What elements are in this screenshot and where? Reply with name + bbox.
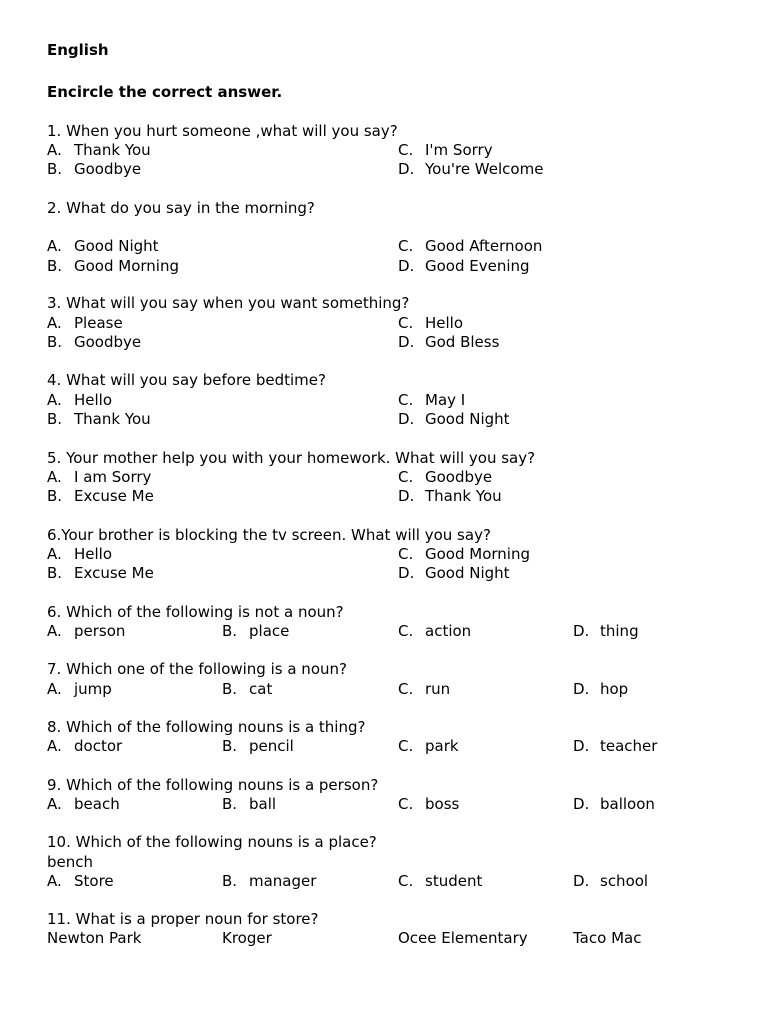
option-c[interactable]	[398, 794, 459, 814]
question-9-options-row	[0, 794, 768, 814]
option-letter: B.	[222, 872, 238, 890]
option-b[interactable]	[47, 486, 154, 506]
question-prompt-text: 2. What do you say in the morning?	[47, 199, 315, 217]
question-prompt-text: 7. Which one of the following is a noun?	[47, 660, 347, 678]
option-letter: D.	[573, 872, 590, 890]
option-letter: B.	[222, 737, 238, 755]
option-text: balloon	[600, 795, 655, 813]
option-letter: A.	[47, 314, 62, 332]
option-text: God Bless	[425, 333, 500, 351]
option-d[interactable]	[573, 679, 628, 699]
option-text: Hello	[425, 314, 464, 332]
question-6b-options-row	[0, 621, 768, 641]
option-text: boss	[425, 795, 460, 813]
option-text: cat	[249, 680, 273, 698]
option-b[interactable]	[47, 332, 141, 352]
question-prompt-text: 10. Which of the following nouns is a place?	[47, 833, 377, 851]
option-letter: C.	[398, 314, 414, 332]
option-text: May I	[425, 391, 466, 409]
option-letter: D.	[573, 680, 590, 698]
subject-text: English	[47, 41, 109, 59]
option-text: I am Sorry	[74, 468, 152, 486]
option-a[interactable]	[47, 390, 112, 410]
question-5-options-row-2	[0, 486, 768, 506]
option-letter: C.	[398, 545, 414, 563]
option-a[interactable]	[47, 236, 159, 256]
option-letter: A.	[47, 872, 62, 890]
option-c[interactable]	[398, 140, 493, 160]
option-a[interactable]	[47, 621, 125, 641]
question-10-options-row	[0, 871, 768, 891]
question-prompt-text: 3. What will you say when you want something?	[47, 294, 410, 312]
question-1-options-row-2	[0, 159, 768, 179]
option-text: action	[425, 622, 472, 640]
option-text: Good Afternoon	[425, 237, 543, 255]
option-c[interactable]	[398, 679, 450, 699]
option-text: student	[425, 872, 483, 890]
question-2-options-row-2	[0, 256, 768, 276]
option-c[interactable]	[398, 390, 465, 410]
question-10-prompt	[0, 832, 768, 852]
option-letter: D.	[398, 333, 415, 351]
option-text: Good Morning	[74, 257, 179, 275]
option-b[interactable]	[222, 871, 316, 891]
option-a[interactable]	[47, 467, 151, 487]
option-letter: D.	[573, 737, 590, 755]
option-text: Goodbye	[74, 160, 142, 178]
question-3-prompt	[0, 293, 768, 313]
option-a[interactable]	[47, 871, 114, 891]
option-letter: B.	[222, 622, 238, 640]
subject-heading	[0, 40, 768, 60]
option-text: beach	[74, 795, 120, 813]
option-d[interactable]	[398, 409, 510, 429]
question-8-options-row	[0, 736, 768, 756]
option-text: school	[600, 872, 649, 890]
question-prompt-text: 6. Which of the following is not a noun?	[47, 603, 344, 621]
option-d[interactable]	[398, 563, 510, 583]
option-text: Good Night	[425, 564, 510, 582]
option-d[interactable]	[398, 159, 543, 179]
option-b[interactable]	[222, 736, 294, 756]
option-d[interactable]	[573, 871, 648, 891]
option-letter: A.	[47, 141, 62, 159]
option-letter: B.	[47, 487, 63, 505]
option-a[interactable]	[47, 736, 122, 756]
question-11-options-row	[0, 928, 768, 948]
option-letter: C.	[398, 872, 414, 890]
option-letter: C.	[398, 468, 414, 486]
question-3-options-row-1	[0, 313, 768, 333]
option-text: place	[249, 622, 290, 640]
question-2-options-row-1	[0, 236, 768, 256]
option-text: Goodbye	[74, 333, 142, 351]
question-2-prompt	[0, 198, 768, 218]
option-ocee-elementary[interactable]: Ocee Elementary	[398, 929, 528, 947]
question-1-prompt	[0, 121, 768, 141]
question-extra-text: bench	[47, 853, 94, 871]
question-prompt-text: 5. Your mother help you with your homework. What will you say?	[47, 449, 536, 467]
option-kroger[interactable]: Kroger	[222, 929, 272, 947]
option-b[interactable]	[222, 621, 289, 641]
option-text: Thank You	[74, 141, 151, 159]
option-text: Hello	[74, 545, 113, 563]
option-text: ball	[249, 795, 277, 813]
option-text: Hello	[74, 391, 113, 409]
option-text: Good Night	[74, 237, 159, 255]
option-d[interactable]	[398, 256, 530, 276]
option-a[interactable]	[47, 794, 120, 814]
question-4-options-row-2	[0, 409, 768, 429]
option-text: Good Morning	[425, 545, 530, 563]
option-letter: B.	[47, 160, 63, 178]
option-text: Excuse Me	[74, 564, 154, 582]
option-text: manager	[249, 872, 317, 890]
option-letter: C.	[398, 141, 414, 159]
option-letter: B.	[47, 410, 63, 428]
question-prompt-text: 4. What will you say before bedtime?	[47, 371, 326, 389]
instruction-heading	[0, 82, 768, 102]
option-letter: A.	[47, 468, 62, 486]
option-text: I'm Sorry	[425, 141, 493, 159]
option-d[interactable]	[573, 794, 655, 814]
option-b[interactable]	[222, 794, 276, 814]
option-b[interactable]	[47, 409, 151, 429]
option-text: Goodbye	[425, 468, 493, 486]
option-d[interactable]	[398, 332, 499, 352]
question-6a-options-row-2	[0, 563, 768, 583]
option-text: Excuse Me	[74, 487, 154, 505]
option-letter: D.	[398, 160, 415, 178]
option-a[interactable]	[47, 679, 112, 699]
option-letter: C.	[398, 237, 414, 255]
option-text: You're Welcome	[425, 160, 544, 178]
option-letter: B.	[47, 257, 63, 275]
option-letter: B.	[47, 564, 63, 582]
option-c[interactable]	[398, 236, 542, 256]
option-text: Good Night	[425, 410, 510, 428]
question-prompt-text: 8. Which of the following nouns is a thing?	[47, 718, 366, 736]
question-8-prompt	[0, 717, 768, 737]
option-text: person	[74, 622, 126, 640]
question-11-prompt	[0, 909, 768, 929]
question-9-prompt	[0, 775, 768, 795]
option-d[interactable]	[573, 621, 639, 641]
option-text: Store	[74, 872, 114, 890]
question-10-extra	[0, 852, 768, 872]
option-letter: A.	[47, 680, 62, 698]
question-4-options-row-1	[0, 390, 768, 410]
option-text: pencil	[249, 737, 294, 755]
option-letter: C.	[398, 737, 414, 755]
question-6a-prompt	[0, 525, 768, 545]
option-text: hop	[600, 680, 629, 698]
option-letter: D.	[398, 410, 415, 428]
option-letter: D.	[573, 622, 590, 640]
option-taco-mac[interactable]: Taco Mac	[573, 929, 642, 947]
question-3-options-row-2	[0, 332, 768, 352]
option-letter: A.	[47, 237, 62, 255]
option-text: Thank You	[425, 487, 502, 505]
option-letter: B.	[222, 680, 238, 698]
option-letter: B.	[222, 795, 238, 813]
option-letter: B.	[47, 333, 63, 351]
option-b[interactable]	[47, 563, 154, 583]
option-text: Thank You	[74, 410, 151, 428]
option-text: Please	[74, 314, 123, 332]
question-5-prompt	[0, 448, 768, 468]
instruction-text: Encircle the correct answer.	[47, 83, 283, 101]
question-1-options-row-1	[0, 140, 768, 160]
option-letter: C.	[398, 622, 414, 640]
option-d[interactable]	[573, 736, 657, 756]
option-letter: A.	[47, 795, 62, 813]
option-newton-park[interactable]: Newton Park	[47, 929, 142, 947]
question-5-options-row-1	[0, 467, 768, 487]
option-text: Good Evening	[425, 257, 530, 275]
question-6a-options-row-1	[0, 544, 768, 564]
option-text: doctor	[74, 737, 123, 755]
question-6b-prompt	[0, 602, 768, 622]
option-letter: D.	[398, 257, 415, 275]
option-c[interactable]	[398, 313, 463, 333]
question-4-prompt	[0, 370, 768, 390]
option-text: park	[425, 737, 459, 755]
option-letter: D.	[573, 795, 590, 813]
option-a[interactable]	[47, 140, 151, 160]
option-b[interactable]	[47, 159, 141, 179]
option-c[interactable]	[398, 621, 471, 641]
question-prompt-text: 6.Your brother is blocking the tv screen. What will you say?	[47, 526, 491, 544]
option-text: run	[425, 680, 451, 698]
option-b[interactable]	[222, 679, 272, 699]
option-a[interactable]	[47, 544, 112, 564]
question-prompt-text: 9. Which of the following nouns is a person?	[47, 776, 379, 794]
option-c[interactable]	[398, 467, 492, 487]
option-c[interactable]	[398, 544, 530, 564]
question-7-prompt	[0, 659, 768, 679]
option-letter: A.	[47, 391, 62, 409]
option-letter: A.	[47, 622, 62, 640]
option-letter: C.	[398, 795, 414, 813]
option-letter: A.	[47, 545, 62, 563]
option-text: teacher	[600, 737, 658, 755]
question-prompt-text: 11. What is a proper noun for store?	[47, 910, 319, 928]
question-7-options-row	[0, 679, 768, 699]
option-letter: D.	[398, 564, 415, 582]
option-d[interactable]	[398, 486, 502, 506]
option-text: jump	[74, 680, 112, 698]
option-letter: A.	[47, 737, 62, 755]
option-letter: C.	[398, 680, 414, 698]
option-letter: C.	[398, 391, 414, 409]
option-letter: D.	[398, 487, 415, 505]
option-c[interactable]	[398, 871, 482, 891]
option-c[interactable]	[398, 736, 459, 756]
option-a[interactable]	[47, 313, 123, 333]
option-text: thing	[600, 622, 639, 640]
option-b[interactable]	[47, 256, 179, 276]
question-prompt-text: 1. When you hurt someone ,what will you say?	[47, 122, 398, 140]
